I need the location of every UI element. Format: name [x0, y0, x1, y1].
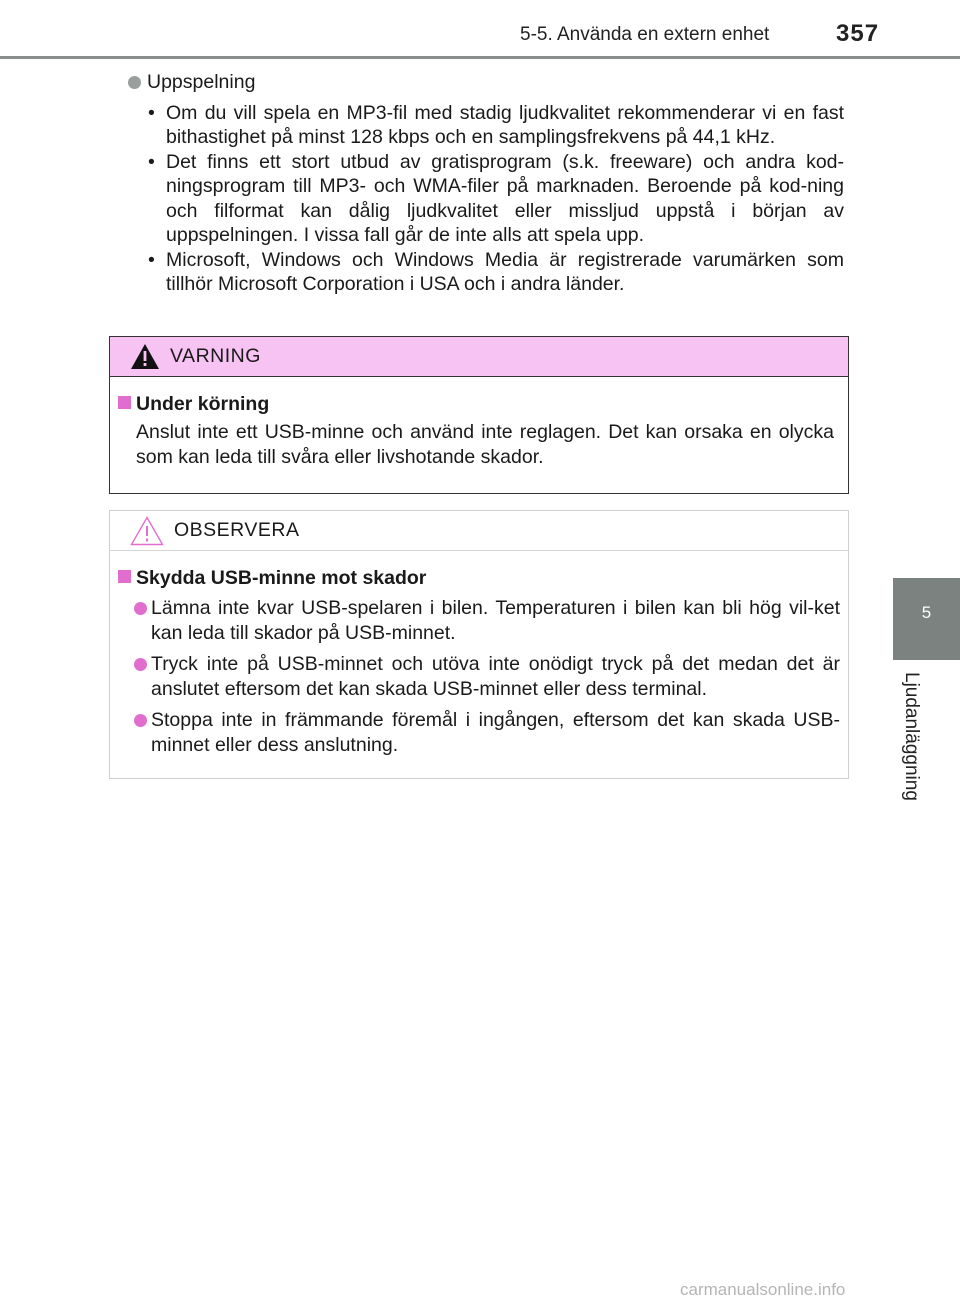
warning-label: VARNING	[170, 345, 261, 367]
header-divider	[0, 56, 960, 59]
warning-subtitle: Under körning	[136, 393, 270, 415]
warning-body	[110, 377, 848, 470]
list-item: • Det finns ett stort utbud av gratisprogram (s.k. freeware) och andra kod-ningsprogram till MP3- och WMA-filer på marknaden. Beroende på kod-ning och filformat kan dålig ljudkvalitet eller missljud uppstå i början av uppspelningen. I vissa fall går de inte alls att spela upp.	[166, 150, 844, 248]
list-item	[134, 708, 840, 758]
header-title: 5-5. Använda en extern enhet	[520, 24, 770, 45]
warning-subheading	[118, 393, 834, 416]
list-item	[134, 596, 840, 646]
playback-title: Uppspelning	[147, 71, 256, 93]
notice-item-text: Tryck inte på USB-minnet och utöva inte onödigt tryck på det medan det är anslutet eftersom det kan skada USB-minnet eller dess terminal.	[151, 653, 840, 700]
warning-triangle-icon	[130, 343, 160, 370]
page-number: 357	[836, 20, 880, 47]
notice-subtitle: Skydda USB-minne mot skador	[136, 567, 427, 589]
warning-header	[110, 337, 848, 377]
playback-list	[128, 101, 844, 297]
list-item	[134, 652, 840, 702]
site-watermark: carmanualsonline.info	[680, 1280, 846, 1299]
bullet-dot-icon	[134, 714, 147, 727]
warning-text: Anslut inte ett USB-minne och använd inte reglagen. Det kan orsaka en olycka som kan leda till svåra eller livshotande skador.	[136, 421, 834, 468]
notice-box	[109, 510, 849, 779]
notice-body	[110, 551, 848, 758]
notice-label: OBSERVERA	[174, 519, 300, 541]
chapter-label: Ljudanläggning	[901, 672, 922, 801]
bullet-dot-icon	[128, 76, 141, 89]
notice-item-text: Stoppa inte in främmande föremål i ingången, eftersom det kan skada USB-minnet eller dess anslutning.	[151, 709, 840, 756]
playback-section	[128, 70, 844, 297]
chapter-tab: 5	[893, 578, 960, 660]
bullet-dot-icon	[134, 658, 147, 671]
bullet-dot-icon	[134, 602, 147, 615]
notice-subheading	[118, 567, 840, 590]
notice-header	[110, 511, 848, 551]
notice-item-text: Lämna inte kvar USB-spelaren i bilen. Temperaturen i bilen kan bli hög vil-ket kan leda till skador på USB-minnet.	[151, 597, 840, 644]
list-item: • Microsoft, Windows och Windows Media är registrerade varumärken som tillhör Microsoft Corporation i USA och i andra länder.	[166, 248, 844, 297]
warning-box	[109, 336, 849, 494]
playback-heading	[128, 70, 844, 95]
square-bullet-icon	[118, 396, 131, 409]
square-bullet-icon	[118, 570, 131, 583]
list-item: • Om du vill spela en MP3-fil med stadig ljudkvalitet rekommenderar vi en fast bithastighet på minst 128 kbps och en samplingsfrekvens på 44,1 kHz.	[166, 101, 844, 150]
caution-triangle-icon	[130, 516, 164, 546]
